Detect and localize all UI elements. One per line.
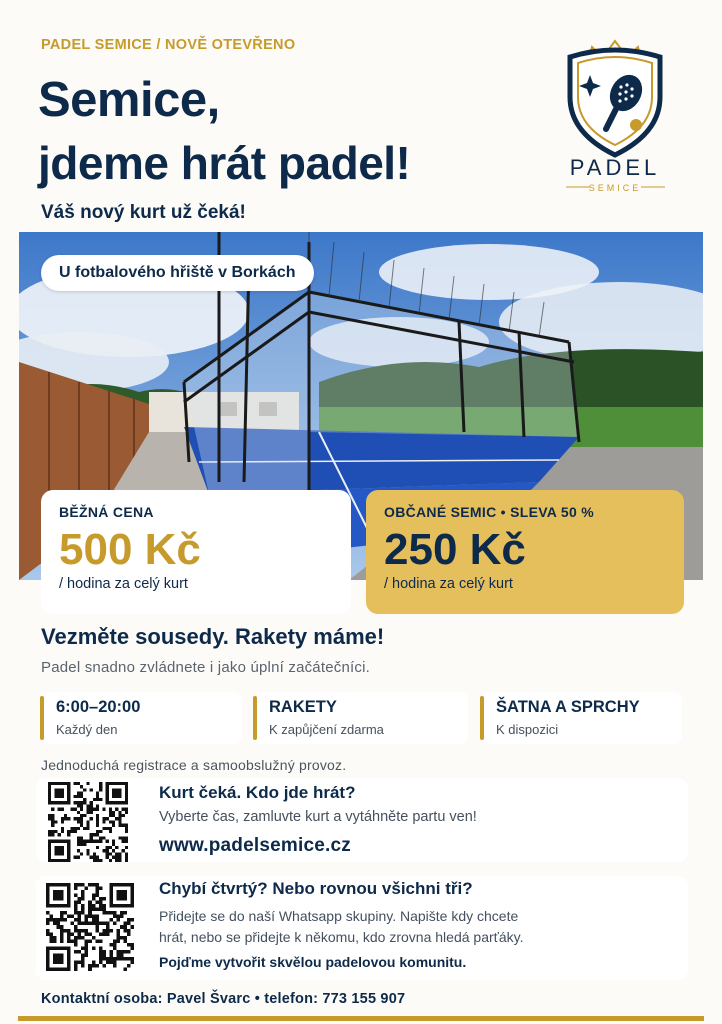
booking-qr-code[interactable]: [48, 782, 128, 867]
whatsapp-cta: Pojďme vytvořit skvělou padelovou komunitu.: [159, 954, 467, 970]
feature-rackets-title: RAKETY: [269, 698, 337, 716]
citizen-price-label: OBČANÉ SEMIC • SLEVA 50 %: [384, 504, 594, 520]
citizen-price-card: [366, 490, 684, 614]
regular-price-amount: 500 Kč: [59, 525, 201, 574]
regular-price-card: [41, 490, 351, 614]
qr-code-icon: [48, 782, 128, 862]
logo-sub: SEMICE: [588, 183, 642, 193]
booking-heading: Kurt čeká. Kdo jde hrát?: [159, 783, 356, 802]
contact-footer: Kontaktní osoba: Pavel Švarc • telefon: 773 155 907: [41, 991, 406, 1007]
regular-price-unit: / hodina za celý kurt: [59, 576, 188, 592]
whatsapp-text-line1: Přidejte se do naší Whatsapp skupiny. Napište kdy chcete: [159, 908, 519, 924]
logo-word: PADEL: [569, 155, 661, 180]
registration-note: Jednoduchá registrace a samoobslužný provoz.: [41, 757, 347, 773]
whatsapp-text-line2: hrát, nebo se přidejte k někomu, kdo zrovna hledá parťáky.: [159, 929, 524, 945]
feature-showers: [480, 692, 682, 744]
feature-rackets: [253, 692, 468, 744]
padel-semice-logo: [548, 35, 683, 195]
kicker: PADEL SEMICE / NOVĚ OTEVŘENO: [41, 37, 296, 53]
page-title-line2: jdeme hrát padel!: [38, 137, 411, 189]
feature-hours-desc: Každý den: [56, 722, 118, 737]
booking-text: Vyberte čas, zamluvte kurt a vytáhněte partu ven!: [159, 809, 477, 825]
feature-rackets-desc: K zapůjčení zdarma: [269, 722, 384, 737]
page-title-line1: Semice,: [38, 73, 220, 127]
whatsapp-card: [36, 876, 688, 980]
feature-hours: [40, 692, 242, 744]
booking-card: [36, 778, 688, 862]
citizen-price-amount: 250 Kč: [384, 525, 526, 574]
feature-hours-title: 6:00–20:00: [56, 698, 141, 716]
booking-url-link[interactable]: www.padelsemice.cz: [159, 835, 351, 856]
location-pill: U fotbalového hřiště v Borkách: [41, 255, 314, 291]
crown-shield-racket-icon: [548, 35, 683, 195]
whatsapp-heading: Chybí čtvrtý? Nebo rovnou všichni tři?: [159, 879, 473, 898]
section-heading: Vezměte sousedy. Rakety máme!: [41, 624, 385, 649]
regular-price-label: BĚŽNÁ CENA: [59, 504, 154, 520]
section-subheading: Padel snadno zvládnete i jako úplní začátečníci.: [41, 659, 370, 676]
page-subtitle: Váš nový kurt už čeká!: [41, 202, 246, 223]
citizen-price-unit: / hodina za celý kurt: [384, 576, 513, 592]
whatsapp-qr-code[interactable]: [46, 883, 134, 976]
feature-showers-title: ŠATNA A SPRCHY: [496, 698, 640, 716]
bottom-accent-bar: [18, 1016, 704, 1021]
feature-showers-desc: K dispozici: [496, 722, 559, 737]
qr-code-icon: [46, 883, 134, 971]
